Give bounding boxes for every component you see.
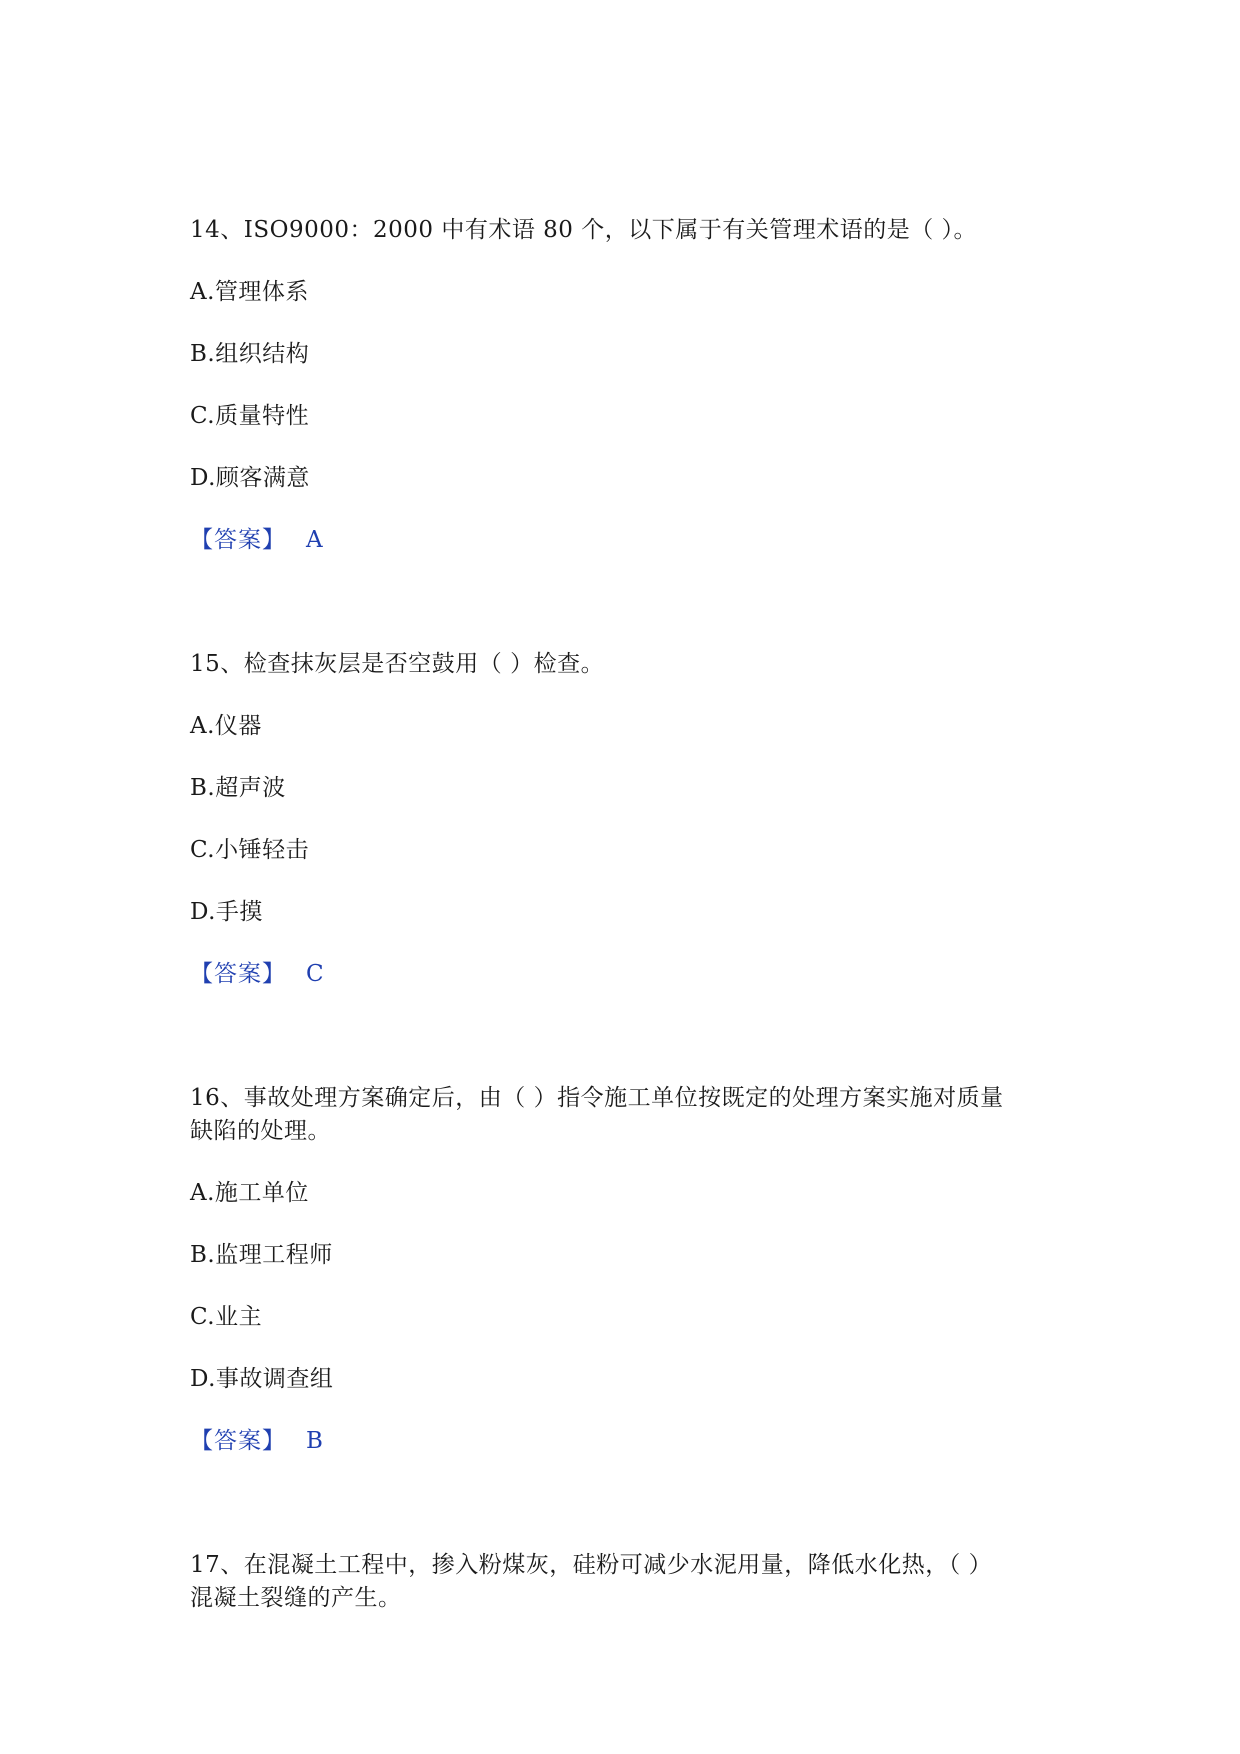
question-14-option-d: D.顾客满意 <box>190 465 310 491</box>
question-15-option-a: A.仪器 <box>190 713 262 739</box>
question-17-stem-line-1: 17、在混凝土工程中，掺入粉煤灰，硅粉可减少水泥用量，降低水化热，（ ） <box>190 1552 993 1578</box>
answer-value: B <box>306 1428 324 1454</box>
question-16-option-c: C.业主 <box>190 1304 263 1330</box>
question-15-answer <box>190 958 324 990</box>
answer-value: A <box>306 527 324 553</box>
question-15-stem: 15、检查抹灰层是否空鼓用（ ）检查。 <box>190 651 605 677</box>
question-16-answer <box>190 1425 323 1457</box>
question-15-option-d: D.手摸 <box>190 899 263 925</box>
answer-label: 【答案】 <box>190 1428 286 1454</box>
answer-label: 【答案】 <box>190 527 286 553</box>
question-14-stem: 14、ISO9000：2000 中有术语 80 个，以下属于有关管理术语的是（ ）。 <box>190 217 978 243</box>
question-14-answer <box>190 524 323 556</box>
question-16-stem-line-2: 缺陷的处理。 <box>190 1118 331 1144</box>
question-16-option-a: A.施工单位 <box>190 1180 309 1206</box>
question-14-option-a: A.管理体系 <box>190 279 309 305</box>
question-16-option-b: B.监理工程师 <box>190 1242 333 1268</box>
question-16-stem-line-1: 16、事故处理方案确定后，由（ ）指令施工单位按既定的处理方案实施对质量 <box>190 1085 1004 1111</box>
answer-value: C <box>306 961 325 987</box>
question-17-stem-line-2: 混凝土裂缝的产生。 <box>190 1585 402 1611</box>
question-14-option-c: C.质量特性 <box>190 403 310 429</box>
question-15-option-b: B.超声波 <box>190 775 286 801</box>
question-15-option-c: C.小锤轻击 <box>190 837 310 863</box>
answer-label: 【答案】 <box>190 961 286 987</box>
question-14-option-b: B.组织结构 <box>190 341 310 367</box>
question-16-option-d: D.事故调查组 <box>190 1366 334 1392</box>
